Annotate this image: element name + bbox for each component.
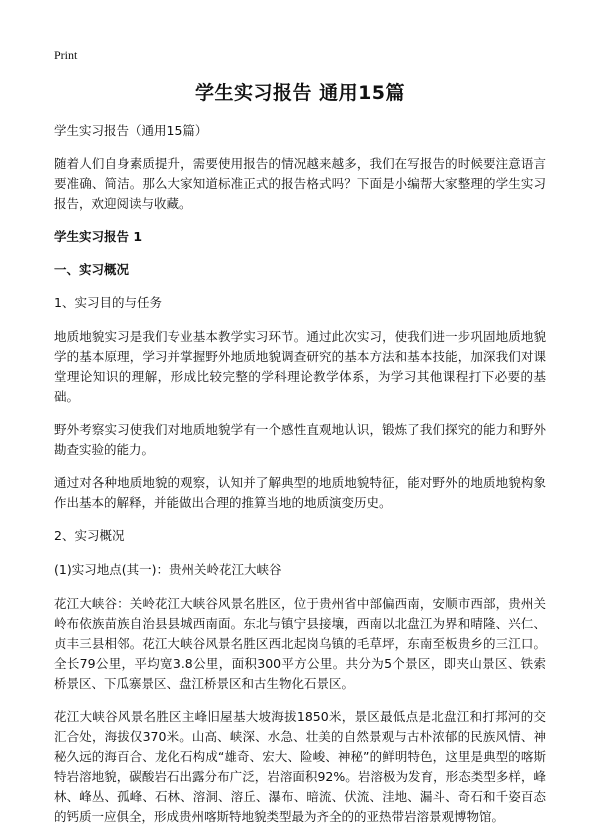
document-subtitle: 学生实习报告（通用15篇） <box>54 123 208 138</box>
print-link[interactable]: Print <box>54 48 78 62</box>
paragraph-location-1: 花江大峡谷：关岭花江大峡谷风景名胜区，位于贵州省中部偏西南，安顺市西部，贵州关岭布依族苗族自治县县城西南面。东北与镇宁县接壤，西南以北盘江为界和晴隆、兴仁、贞丰三县相邻。花江大峡谷风景名胜区西北起岗乌镇的毛草坪，东南至板贵乡的三江口。全长79公里，平均宽3.8公里，面积300平方公里。共分为5个景区，即夹山景区、铁索桥景区、下瓜寨景区、盘江桥景区和古生物化石景区。 <box>54 596 546 691</box>
page-title: 学生实习报告 通用15篇 <box>194 82 406 104</box>
intro-paragraph: 随着人们自身素质提升，需要使用报告的情况越来越多，我们在写报告的时候要注意语言要准确、简洁。那么大家知道标准正式的报告格式吗？下面是小编帮大家整理的学生实习报告，欢迎阅读与收藏。 <box>54 156 546 211</box>
subheading-overview: 2、实习概况 <box>54 528 125 543</box>
paragraph-location-2: 花江大峡谷风景名胜区主峰旧屋基大坡海拔1850米，景区最低点是北盘江和打邦河的交汇合处，海拔仅370米。山高、峡深、水急、壮美的自然景观与古朴浓郁的民族风情、神秘久远的海百合、龙化石构成“雄奇、宏大、险峻、神秘”的鲜明特色，这里是典型的喀斯特岩溶地貌，碳酸岩石出露分布广泛，岩溶面积92%。岩溶极为发育，形态类型多样，峰林、峰丛、孤峰、石林、溶洞、溶丘、瀑布、暗流、伏流、洼地、漏斗、奇石和千姿百态的钙质一应俱全，形成贵州喀斯特地貌类型最为齐全的的亚热带岩溶景观博物馆。 <box>54 709 546 824</box>
section-title: 学生实习报告 1 <box>54 229 143 244</box>
subheading-purpose: 1、实习目的与任务 <box>54 295 162 310</box>
document-body <box>54 121 546 840</box>
paragraph-purpose-1: 地质地貌实习是我们专业基本教学实习环节。通过此次实习，使我们进一步巩固地质地貌学的基本原理，学习并掌握野外地质地貌调查研究的基本方法和基本技能，加深我们对课堂理论知识的理解，形成比较完整的学科理论教学体系，为学习其他课程打下必要的基础。 <box>54 329 546 404</box>
paragraph-purpose-3: 通过对各种地质地貌的观察，认知并了解典型的地质地貌特征，能对野外的地质地貌构象作出基本的解释，并能做出合理的推算当地的地质演变历史。 <box>54 475 546 510</box>
heading-overview: 一、实习概况 <box>54 262 130 277</box>
paragraph-purpose-2: 野外考察实习使我们对地质地貌学有一个感性直观地认识，锻炼了我们探究的能力和野外勘查实验的能力。 <box>54 422 546 457</box>
subheading-location: (1)实习地点(其一)：贵州关岭花江大峡谷 <box>54 562 282 577</box>
